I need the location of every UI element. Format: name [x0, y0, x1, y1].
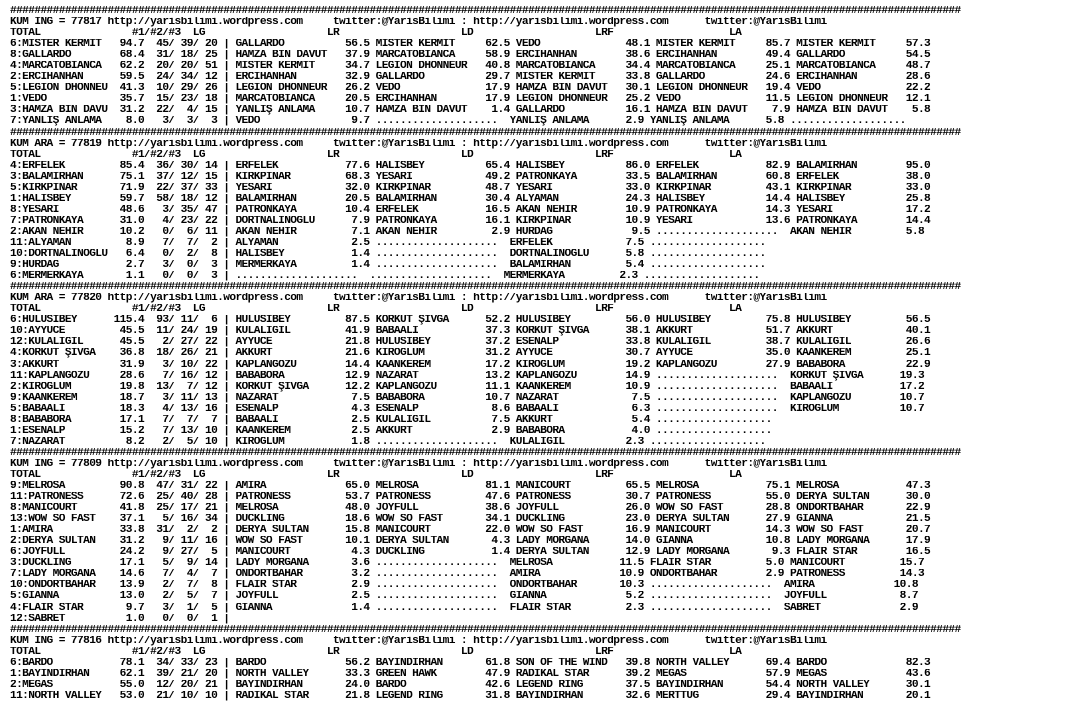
text-line: 10:DÖRTNALINOĞLU 6.4 0/ 2/ 8 | HALİSBEY 1.4 .................... DÖRTNALINOĞLU 5.8 ................... [10, 249, 766, 261]
text-line: 7:PATRONKAYA 31.0 4/ 23/ 22 | DÖRTNALINOĞLU 7.9 PATRONKAYA 16.1 KIRKPINAR 10.9 YESARİ 13.6 PATRONKAYA 14.4 [10, 215, 931, 227]
text-line: TOTAL #1/#2/#3 LG LR LD LRF LA [10, 304, 742, 316]
text-line: 5:BABAALİ 18.3 4/ 13/ 16 | ESENALP 4.3 ESENALP 8.6 BABAALİ 6.3 .................... KIROĞLUM 10.7 [10, 403, 925, 415]
text-line: 3:HAMZA BİN DAVU 31.2 22/ 4/ 15 | YANLIŞ ANLAMA 10.7 HAMZA BİN DAVUT 1.4 GALLARDO 16.1 HAMZA BİN DAVUT 7.9 HAMZA BİN DAVUT 5.8 [10, 105, 931, 117]
text-line: 9:KAANKEREM 18.7 3/ 11/ 13 | NAZARAT 7.5 BABABORA 10.7 NAZARAT 7.5 .................... KAPLANGÖZÜ 10.7 [10, 392, 925, 404]
text-line: 9:HÜRDAĞ 2.7 3/ 0/ 3 | MERMERKAYA 1.4 .................... BALAMİRHAN 5.4 ................... [10, 260, 766, 272]
text-line: 5:KIRKPINAR 71.9 22/ 37/ 33 | YESARİ 32.0 KIRKPINAR 48.7 YESARİ 33.0 KIRKPINAR 43.1 KIRKPINAR 33.0 [10, 182, 931, 194]
text-line: 12:KULALIGIL 45.5 2/ 27/ 22 | AYYÜCE 21.8 HULUSİBEY 37.2 ESENALP 33.8 KULALIGIL 38.7 KULALIGIL 26.6 [10, 337, 931, 349]
text-line: 2:AKAN NEHİR 10.2 0/ 6/ 11 | AKAN NEHİR 7.1 AKAN NEHİR 2.9 HÜRDAĞ 9.5 .................... AKAN NEHİR 5.8 [10, 226, 925, 238]
text-line: 2:DERYA SULTAN 31.2 9/ 11/ 16 | WOW SO FAST 10.1 DERYA SULTAN 4.3 LADY MORGANA 14.0 GIANNA 10.8 LADY MORGANA 17.9 [10, 536, 931, 548]
text-line: 6:BARDO 78.1 34/ 33/ 23 | BARDO 56.2 BAYINDIRHAN 61.8 SON OF THE WIND 39.8 NORTH VALLEY 69.4 BARDO 82.3 [10, 657, 931, 669]
text-line: 3:DUCKLING 17.1 5/ 9/ 14 | LADY MORGANA 3.6 .................... MELROSA 11.5 FLAIR STAR 5.0 MANICOURT 15.7 [10, 558, 925, 570]
text-line: KUM ING = 77817 http://yarisbilimi.wordpress.com twitter:@YarisBilimi : http://yarisbilimi.wordpress.com twitter:@YarisBilimi [10, 17, 827, 29]
text-line: 2:ERCİHANHAN 59.5 24/ 34/ 12 | ERCİHANHAN 32.9 GALLARDO 29.7 MISTER KERMİT 33.8 GALLARDO 24.6 ERCİHANHAN 28.6 [10, 72, 931, 84]
text-line: 10:ONDÖRTBAHAR 13.9 2/ 7/ 8 | FLAIR STAR 2.9 .................... ONDÖRTBAHAR 10.3 .................... AMİRA 10.8 [10, 580, 918, 592]
text-line: 11:PATRONESS 72.6 25/ 40/ 28 | PATRONESS 53.7 PATRONESS 47.6 PATRONESS 30.7 PATRONESS 55.0 DERYA SULTAN 30.0 [10, 492, 931, 504]
text-line: ############################################################################################################################################################ [10, 282, 961, 294]
text-line: 4:ERFELEK 85.4 36/ 30/ 14 | ERFELEK 77.6 HALİSBEY 65.4 HALİSBEY 86.0 ERFELEK 82.9 BALAMİRHAN 95.0 [10, 160, 931, 172]
text-line: 4:FLAIR STAR 9.7 3/ 1/ 5 | GIANNA 1.4 .................... FLAIR STAR 2.3 .................... SABRET 2.9 [10, 602, 918, 614]
text-line: KUM ARA = 77819 http://yarisbilimi.wordpress.com twitter:@YarisBilimi : http://yarisbilimi.wordpress.com twitter:@YarisBilimi [10, 138, 827, 150]
text-line: 8:MANICOURT 41.8 25/ 17/ 21 | MELROSA 48.0 JOYFULL 38.6 JOYFULL 26.0 WOW SO FAST 28.8 ONDÖRTBAHAR 22.9 [10, 503, 931, 515]
text-line: 5:LEGION DHONNEU 41.3 10/ 29/ 26 | LEGION DHONNEUR 26.2 VEDO 17.9 HAMZA BİN DAVUT 30.1 LEGION DHONNEUR 19.4 VEDO 22.2 [10, 83, 931, 95]
text-line: 12:SABRET 1.0 0/ 0/ 1 | [10, 613, 230, 625]
text-line: 13:WOW SO FAST 37.1 5/ 16/ 34 | DUCKLING 18.6 WOW SO FAST 34.1 DUCKLING 23.0 DERYA SULTAN 27.9 GIANNA 21.5 [10, 514, 931, 526]
text-line: 4:MARCATOBIANCA 62.2 20/ 20/ 51 | MISTER KERMİT 34.7 LEGION DHONNEUR 40.8 MARCATOBIANCA 34.4 MARCATOBIANCA 25.1 MARCATOBIANCA 48.7 [10, 61, 931, 73]
text-line: 7:YANLIŞ ANLAMA 8.0 3/ 3/ 3 | VEDO 9.7 .................... YANLIŞ ANLAMA 2.9 YANLIŞ ANLAMA 5.8 ................... [10, 116, 906, 128]
text-line: 11:NORTH VALLEY 53.0 21/ 10/ 10 | RADIKAL STAR 21.8 LEGEND RING 31.8 BAYINDIRHAN 32.6 MERTTUĞ 29.4 BAYINDIRHAN 20.1 [10, 690, 931, 702]
text-line: 6:MISTER KERMİT 94.7 45/ 39/ 20 | GALLARDO 56.5 MISTER KERMİT 62.5 VEDO 48.1 MISTER KERMİT 85.7 MISTER KERMİT 57.3 [10, 39, 931, 51]
text-line: 8:GALLARDO 68.4 31/ 18/ 25 | HAMZA BİN DAVUT 37.9 MARCATOBIANCA 58.9 ERCİHANHAN 38.6 ERCİHANHAN 49.4 GALLARDO 54.5 [10, 50, 931, 62]
text-line: ############################################################################################################################################################ [10, 447, 961, 459]
text-line: TOTAL #1/#2/#3 LG LR LD LRF LA [10, 28, 742, 40]
text-line: ############################################################################################################################################################ [10, 624, 961, 636]
text-line: 2:MEGAS 55.0 12/ 20/ 21 | BAYINDIRHAN 24.0 BARDO 42.6 LEGEND RING 37.5 BAYINDIRHAN 54.4 NORTH VALLEY 30.1 [10, 679, 931, 691]
text-line: 11:ALYAMAN 8.9 7/ 7/ 2 | ALYAMAN 2.5 .................... ERFELEK 7.5 ................... [10, 237, 766, 249]
text-line: 3:BALAMİRHAN 75.1 37/ 12/ 15 | KIRKPINAR 68.3 YESARİ 49.2 PATRONKAYA 33.5 BALAMİRHAN 60.8 ERFELEK 38.0 [10, 171, 931, 183]
results-document [10, 6, 1072, 702]
text-line: 1:HALİSBEY 59.7 58/ 18/ 12 | BALAMİRHAN 20.5 BALAMİRHAN 30.4 ALYAMAN 24.3 HALİSBEY 14.4 HALİSBEY 25.8 [10, 193, 931, 205]
text-line: 6:JOYFULL 24.2 9/ 27/ 5 | MANICOURT 4.3 DUCKLING 1.4 DERYA SULTAN 12.9 LADY MORGANA 9.3 FLAIR STAR 16.5 [10, 547, 931, 559]
text-line: KUM ING = 77816 http://yarisbilimi.wordpress.com twitter:@YarisBilimi : http://yarisbilimi.wordpress.com twitter:@YarisBilimi [10, 635, 827, 647]
text-line: TOTAL #1/#2/#3 LG LR LD LRF LA [10, 469, 742, 481]
text-line: 7:NAZARAT 8.2 2/ 5/ 10 | KIROĞLUM 1.8 .................... KULALIGIL 2.3 ................... [10, 436, 766, 448]
text-line: 1:AMİRA 33.8 31/ 2/ 2 | DERYA SULTAN 15.8 MANICOURT 22.0 WOW SO FAST 16.9 MANICOURT 14.3 WOW SO FAST 20.7 [10, 525, 931, 537]
text-line: 11:KAPLANGÖZÜ 28.6 7/ 16/ 12 | BABABORA 12.9 NAZARAT 13.2 KAPLANGÖZÜ 14.9 .................... KORKUT ŞIVGA 19.3 [10, 370, 925, 382]
text-line: 1:VEDO 35.7 15/ 23/ 18 | MARCATOBIANCA 20.5 ERCİHANHAN 17.9 LEGION DHONNEUR 25.2 VEDO 11.5 LEGION DHONNEUR 12.1 [10, 94, 931, 106]
text-line: TOTAL #1/#2/#3 LG LR LD LRF LA [10, 646, 742, 658]
text-line: 8:BABABORA 17.1 7/ 7/ 7 | BABAALİ 2.5 KULALIGIL 7.5 AKKURT 5.4 ................... [10, 414, 772, 426]
text-line: ############################################################################################################################################################ [10, 6, 961, 17]
text-line: 3:AKKURT 31.9 3/ 10/ 22 | KAPLANGÖZÜ 14.4 KAANKEREM 17.2 KIROĞLUM 19.2 KAPLANGÖZÜ 27.9 BABABORA 22.9 [10, 359, 931, 371]
text-line: 6:MERMERKAYA 1.1 0/ 0/ 3 | .................... .................... MERMERKAYA 2.3 ................... [10, 271, 760, 283]
text-line: 1:ESENALP 15.2 7/ 13/ 10 | KAANKEREM 2.5 AKKURT 2.9 BABABORA 4.0 ................... [10, 425, 772, 437]
text-line: KUM ARA = 77820 http://yarisbilimi.wordpress.com twitter:@YarisBilimi : http://yarisbilimi.wordpress.com twitter:@YarisBilimi [10, 293, 827, 305]
text-line: KUM ING = 77809 http://yarisbilimi.wordpress.com twitter:@YarisBilimi : http://yarisbilimi.wordpress.com twitter:@YarisBilimi [10, 458, 827, 470]
text-line: 2:KIROĞLUM 19.8 13/ 7/ 12 | KORKUT ŞIVGA 12.2 KAPLANGÖZÜ 11.1 KAANKEREM 10.9 .................... BABAALİ 17.2 [10, 381, 925, 393]
text-line: 6:HULUSİBEY 115.4 93/ 11/ 6 | HULUSİBEY 87.5 KORKUT ŞIVGA 52.2 HULUSİBEY 56.0 HULUSİBEY 75.8 HULUSİBEY 56.5 [10, 315, 931, 327]
text-line: ############################################################################################################################################################ [10, 127, 961, 139]
text-line: 9:MELROSA 90.8 47/ 31/ 22 | AMİRA 65.0 MELROSA 81.1 MANICOURT 65.5 MELROSA 75.1 MELROSA 47.3 [10, 481, 931, 493]
text-line: 4:KORKUT ŞIVGA 36.8 18/ 26/ 21 | AKKURT 21.6 KIROĞLUM 31.2 AYYÜCE 30.7 AYYÜCE 35.0 KAANKEREM 25.1 [10, 348, 931, 360]
text-line: 10:AYYÜCE 45.5 11/ 24/ 19 | KULALIGIL 41.9 BABAALİ 37.3 KORKUT ŞIVGA 38.1 AKKURT 51.7 AKKURT 40.1 [10, 326, 931, 338]
text-line: 5:GIANNA 13.0 2/ 5/ 7 | JOYFULL 2.5 .................... GIANNA 5.2 .................... JOYFULL 8.7 [10, 591, 918, 603]
text-line: TOTAL #1/#2/#3 LG LR LD LRF LA [10, 149, 742, 161]
text-line: 8:YESARİ 48.6 3/ 35/ 47 | PATRONKAYA 10.4 ERFELEK 16.5 AKAN NEHİR 10.9 PATRONKAYA 14.3 YESARİ 17.2 [10, 204, 931, 216]
text-line: 7:LADY MORGANA 14.6 7/ 4/ 7 | ONDÖRTBAHAR 3.2 .................... AMİRA 10.9 ONDÖRTBAHAR 2.9 PATRONESS 14.3 [10, 569, 925, 581]
text-line: 1:BAYINDIRHAN 62.1 39/ 21/ 20 | NORTH VALLEY 33.3 GREEN HAWK 47.9 RADIKAL STAR 39.2 MEGAS 57.9 MEGAS 43.6 [10, 668, 931, 680]
